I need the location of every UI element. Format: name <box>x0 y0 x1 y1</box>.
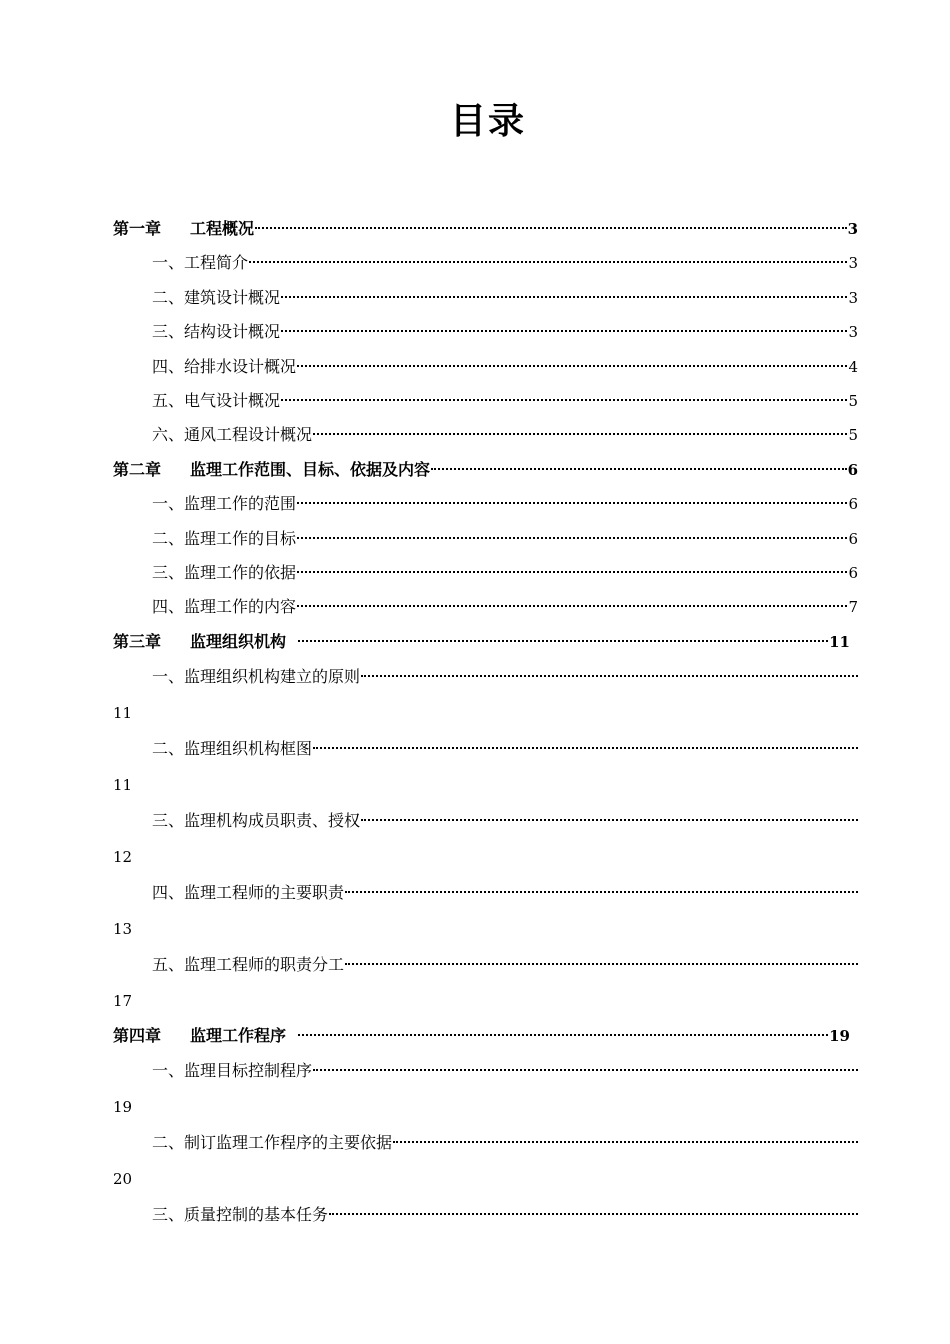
toc-entry[interactable] <box>113 659 858 731</box>
toc-entry-label: 五、电气设计概况 <box>152 390 281 410</box>
toc-leader-dots <box>393 1141 858 1143</box>
toc-entry-label: 三、监理工作的依据 <box>152 562 297 582</box>
toc-chapter-2[interactable] <box>113 453 858 487</box>
toc-leader-dots <box>281 399 847 401</box>
toc-entry[interactable] <box>113 350 858 384</box>
toc-page-number: 19 <box>829 1027 850 1046</box>
toc-leader-dots <box>361 819 858 821</box>
toc-entry[interactable] <box>113 875 858 947</box>
toc-entry-label: 三、质量控制的基本任务 <box>152 1205 329 1225</box>
toc-leader-dots <box>345 891 858 893</box>
toc-leader-dots <box>313 1069 858 1071</box>
toc-page-number: 3 <box>848 288 858 307</box>
toc-leader-dots <box>297 571 847 573</box>
toc-page-number: 6 <box>847 460 858 479</box>
toc-page-number: 11 <box>113 776 133 795</box>
toc-leader-dots <box>298 640 828 642</box>
toc-chapter-1[interactable] <box>113 212 858 246</box>
toc-page-number: 3 <box>848 323 858 342</box>
toc-leader-dots <box>361 675 858 677</box>
toc-entry[interactable] <box>113 315 858 349</box>
toc-entry-label: 一、监理目标控制程序 <box>152 1061 313 1081</box>
toc-page-number: 3 <box>847 220 858 238</box>
page-title: 目录 <box>449 100 526 142</box>
toc-page-number: 13 <box>113 920 133 939</box>
toc-chapter-4[interactable] <box>113 1019 858 1053</box>
toc-page-number: 3 <box>848 254 858 273</box>
toc-page-number: 12 <box>113 848 133 867</box>
toc-leader-dots <box>249 261 847 263</box>
toc-entry[interactable] <box>113 556 858 590</box>
toc-leader-dots <box>281 330 847 332</box>
toc-leader-dots <box>313 433 847 435</box>
toc-entry-label: 五、监理工程师的职责分工 <box>152 955 345 975</box>
toc-entry-label: 四、监理工作的内容 <box>152 597 297 617</box>
toc-leader-dots <box>313 747 858 749</box>
toc-entry[interactable] <box>113 1197 858 1233</box>
toc-leader-dots <box>297 502 847 504</box>
toc-page-number: 19 <box>113 1098 133 1117</box>
toc-leader-dots <box>345 963 858 965</box>
toc-page-number: 7 <box>848 598 858 617</box>
toc-entry[interactable] <box>113 803 858 875</box>
toc-entry[interactable] <box>113 731 858 803</box>
toc-entry[interactable] <box>113 384 858 418</box>
toc-entry[interactable] <box>113 418 858 452</box>
toc-leader-dots <box>431 468 847 470</box>
toc-entry[interactable] <box>113 246 858 280</box>
toc-entry[interactable] <box>113 590 858 624</box>
toc-page-number: 6 <box>848 563 858 582</box>
toc-entry-label: 一、监理工作的范围 <box>152 494 297 514</box>
toc-entry[interactable] <box>113 487 858 521</box>
toc-entry-label: 三、结构设计概况 <box>152 322 281 342</box>
toc-entry-label: 一、工程简介 <box>152 253 249 273</box>
toc-entry[interactable] <box>113 947 858 1019</box>
toc-entry[interactable] <box>113 1053 858 1125</box>
table-of-contents <box>113 212 858 1233</box>
toc-page-number: 11 <box>829 632 850 651</box>
toc-entry-label: 第一章 工程概况 <box>113 219 255 238</box>
toc-entry-label: 二、制订监理工作程序的主要依据 <box>152 1133 393 1153</box>
toc-entry-label: 三、监理机构成员职责、授权 <box>152 811 361 831</box>
toc-entry-label: 二、建筑设计概况 <box>152 287 281 307</box>
toc-page-number: 17 <box>113 992 133 1011</box>
toc-page-number: 20 <box>113 1170 133 1189</box>
toc-entry-label: 一、监理组织机构建立的原则 <box>152 667 361 687</box>
toc-leader-dots <box>297 537 847 539</box>
toc-page-number: 6 <box>848 529 858 548</box>
toc-leader-dots <box>281 296 847 298</box>
toc-page-number: 11 <box>113 704 133 723</box>
toc-entry-label: 第三章 监理组织机构 <box>113 631 287 651</box>
toc-entry[interactable] <box>113 281 858 315</box>
toc-entry-label: 四、给排水设计概况 <box>152 356 297 376</box>
toc-entry[interactable] <box>113 522 858 556</box>
toc-leader-dots <box>329 1213 858 1215</box>
toc-page-number: 6 <box>848 495 858 514</box>
toc-leader-dots <box>298 1034 828 1036</box>
toc-page-number: 5 <box>848 426 858 445</box>
toc-leader-dots <box>297 605 847 607</box>
toc-leader-dots <box>255 227 847 229</box>
toc-entry-label: 二、监理工作的目标 <box>152 528 297 548</box>
toc-leader-dots <box>297 365 847 367</box>
toc-entry-label: 第二章 监理工作范围、目标、依据及内容 <box>113 459 431 479</box>
toc-entry-label: 第四章 监理工作程序 <box>113 1026 287 1046</box>
toc-page-number: 4 <box>848 357 858 376</box>
toc-chapter-3[interactable] <box>113 625 858 659</box>
toc-entry-label: 二、监理组织机构框图 <box>152 739 313 759</box>
toc-entry-label: 六、通风工程设计概况 <box>152 425 313 445</box>
toc-page-number: 5 <box>848 391 858 410</box>
toc-entry[interactable] <box>113 1125 858 1197</box>
toc-entry-label: 四、监理工程师的主要职责 <box>152 883 345 903</box>
